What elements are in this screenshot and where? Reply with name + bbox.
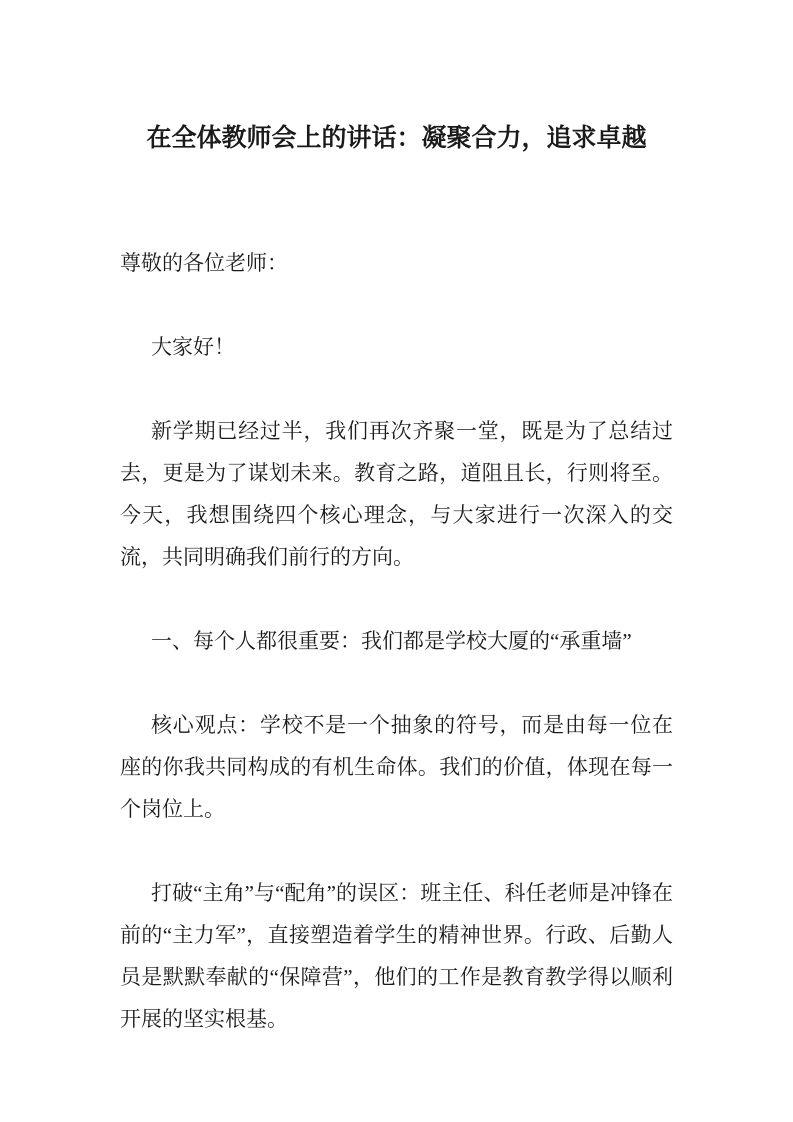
paragraph-core-view: 核心观点：学校不是一个抽象的符号，而是由每一位在座的你我共同构成的有机生命体。我们的价值，体现在每一个岗位上。 — [120, 713, 673, 821]
section-heading-1: 一、每个人都很重要：我们都是学校大厦的“承重墙” — [151, 629, 632, 653]
greeting: 大家好！ — [151, 335, 235, 359]
paragraph-roles: 打破“主角”与“配角”的误区：班主任、科任老师是冲锋在前的“主力军”，直接塑造着学生的精神世界。行政、后勤人员是默默奉献的“保障营”，他们的工作是教育教学得以顺利开展的坚实根基。 — [120, 881, 673, 1031]
paragraph-intro: 新学期已经过半，我们再次齐聚一堂，既是为了总结过去，更是为了谋划未来。教育之路，道阻且长，行则将至。今天，我想围绕四个核心理念，与大家进行一次深入的交流，共同明确我们前行的方向。 — [120, 419, 673, 569]
document-title: 在全体教师会上的讲话：凝聚合力，追求卓越 — [146, 125, 647, 152]
salutation: 尊敬的各位老师： — [120, 251, 288, 275]
